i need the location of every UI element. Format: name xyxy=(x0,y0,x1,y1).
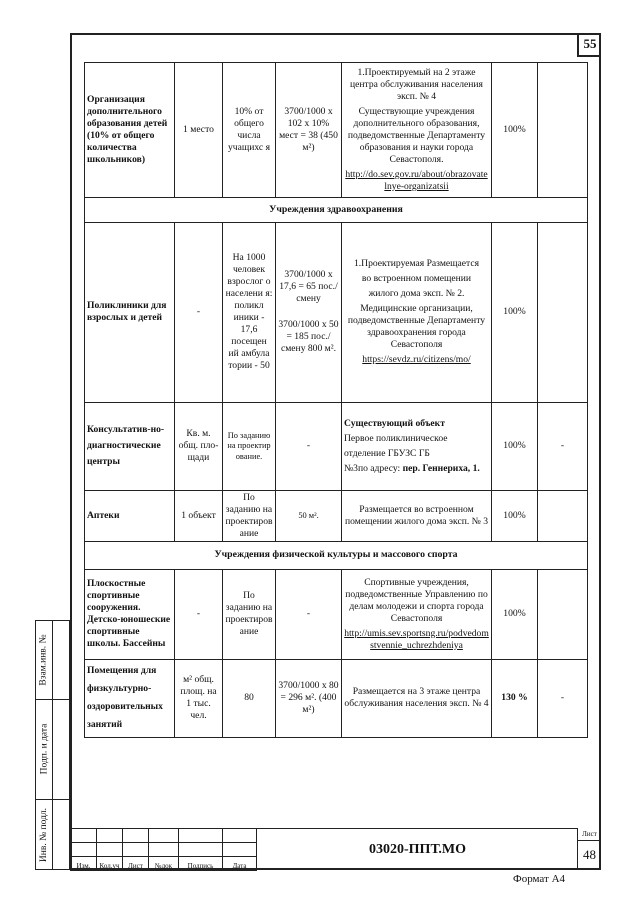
section-row xyxy=(85,541,588,569)
row-unit: 1 объект xyxy=(175,490,223,541)
table-row xyxy=(85,222,588,402)
stamp-header: №док xyxy=(149,857,179,871)
row-extra: - xyxy=(538,402,588,490)
row-norm: 80 xyxy=(223,659,276,737)
row-unit: м² общ. площ. на 1 тыс. чел. xyxy=(175,659,223,737)
format-label: Формат А4 xyxy=(513,873,566,885)
document-code: 03020-ППТ.МО xyxy=(256,828,578,870)
row-percent: 100% xyxy=(492,569,538,659)
side-label-inv: Инв. № подл. xyxy=(39,807,50,863)
row-percent: 100% xyxy=(492,222,538,402)
row-extra xyxy=(538,222,588,402)
row-norm: По заданию на проектиров ание xyxy=(223,490,276,541)
side-label-vzam: Взам.инв. № xyxy=(39,634,50,686)
row-name: Плоскостные спортивные сооружения. Детско-юношеские спортивные школы. Бассейны xyxy=(85,569,175,659)
stamp-header: Подпись xyxy=(179,857,223,871)
table-row xyxy=(85,402,588,490)
row-norm: По заданию на проектиров ание xyxy=(223,569,276,659)
stamp-header: Дата xyxy=(223,857,257,871)
title-block xyxy=(70,828,601,870)
row-calc: - xyxy=(276,569,342,659)
row-desc: Спортивные учреждения, подведомственные Управлению по делам молодежи и спорта города Севастополя http://umis.sev.sportsng.ru/podvedomstvennie_uchrezhdeniya xyxy=(342,569,492,659)
row-unit: Кв. м. общ. пло-щади xyxy=(175,402,223,490)
row-desc: 1.Проектируемая Размещается во встроенном помещении жилого дома эксп. № 2. Медицинские организации, подведомственные Департаменту здравоохранения города Севастополя https://sevdz.ru/citizens/mo/ xyxy=(342,222,492,402)
link[interactable]: http://umis.sev.sportsng.ru/podvedomstvennie_uchrezhdeniya xyxy=(344,627,489,651)
row-extra xyxy=(538,63,588,198)
row-desc: Размещается на 3 этаже центра обслуживания населения эксп. № 4 xyxy=(342,659,492,737)
row-calc: - xyxy=(276,402,342,490)
row-name: Аптеки xyxy=(85,490,175,541)
row-extra xyxy=(538,569,588,659)
row-name: Поликлиники для взрослых и детей xyxy=(85,222,175,402)
row-norm: По заданию на проектир ование. xyxy=(223,402,276,490)
stamp-grid xyxy=(70,828,257,871)
link[interactable]: https://sevdz.ru/citizens/mo/ xyxy=(362,354,471,366)
side-stamp xyxy=(35,620,70,870)
row-calc: 3700/1000 х 102 х 10% мест = 38 (450 м²) xyxy=(276,63,342,198)
row-unit: - xyxy=(175,222,223,402)
sheet-box xyxy=(577,828,601,870)
row-unit: - xyxy=(175,569,223,659)
row-percent: 100% xyxy=(492,402,538,490)
page-number-bottom: 48 xyxy=(583,847,596,862)
row-norm: 10% от общего числа учащихс я xyxy=(223,63,276,198)
section-row xyxy=(85,197,588,222)
side-label-podp: Подп. и дата xyxy=(39,723,50,775)
table-row xyxy=(85,569,588,659)
row-calc: 3700/1000 х 80 = 296 м². (400 м²) xyxy=(276,659,342,737)
stamp-header: Кол.уч xyxy=(97,857,123,871)
table-row xyxy=(85,63,588,198)
norms-table xyxy=(84,62,588,738)
row-calc: 50 м². xyxy=(276,490,342,541)
page-number-top: 55 xyxy=(577,33,601,57)
stamp-header: Изм. xyxy=(71,857,97,871)
row-calc: 3700/1000 х 17,6 = 65 пос./смену 3700/1000 х 50 = 185 пос./смену 800 м². xyxy=(276,222,342,402)
table-row xyxy=(85,490,588,541)
sheet-label: Лист xyxy=(578,828,601,841)
row-norm: На 1000 человек взрослог о населени я: поликл иники - 17,6 посещен ий амбула тории - 50 xyxy=(223,222,276,402)
link[interactable]: http://do.sev.gov.ru/about/obrazovatelnye-organizatsii xyxy=(345,168,488,192)
section-title-health: Учреждения здравоохранения xyxy=(85,197,588,222)
row-name: Консультатив-но-диагностические центры xyxy=(85,402,175,490)
row-percent: 100% xyxy=(492,63,538,198)
row-desc: Существующий объект Первое поликлиническое отделение ГБУЗС ГБ №3по адресу: пер. Геннериха, 1. xyxy=(342,402,492,490)
section-title-sport: Учреждения физической культуры и массового спорта xyxy=(85,541,588,569)
stamp-header: Лист xyxy=(123,857,149,871)
row-extra xyxy=(538,490,588,541)
row-desc: 1.Проектируемый на 2 этаже центра обслуживания населения эксп. № 4 Существующие учреждения дополнительного образования, подведомственные Департаменту образования и науки города Севастополя. http://do.sev.gov.ru/about/obrazovatelnye-organizatsii xyxy=(342,63,492,198)
row-extra: - xyxy=(538,659,588,737)
row-name: Организация дополнительного образования детей (10% от общего количества школьников) xyxy=(85,63,175,198)
row-percent: 130 % xyxy=(492,659,538,737)
table-row xyxy=(85,659,588,737)
row-percent: 100% xyxy=(492,490,538,541)
row-unit: 1 место xyxy=(175,63,223,198)
row-name: Помещения для физкультурно- оздоровительных занятий xyxy=(85,659,175,737)
row-desc: Размещается во встроенном помещении жилого дома эксп. № 3 xyxy=(342,490,492,541)
